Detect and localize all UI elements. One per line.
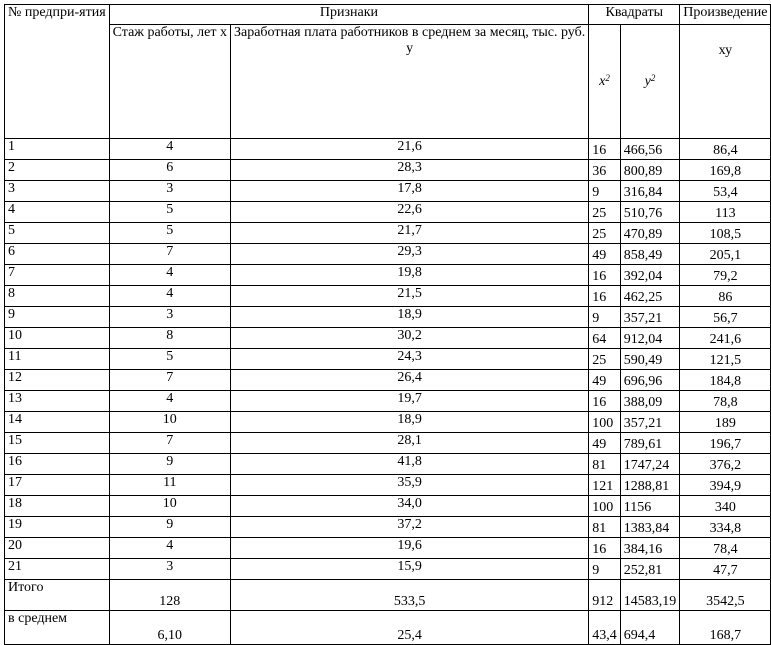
cell-x2: 49: [589, 244, 621, 265]
header-row-1: [5, 5, 771, 25]
cell-x: 9: [109, 517, 230, 538]
average-x2: 43,4: [589, 611, 621, 645]
cell-y: 26,4: [230, 370, 588, 391]
cell-xy: 169,8: [680, 160, 771, 181]
cell-x2: 49: [589, 370, 621, 391]
average-label: в среднем: [5, 611, 110, 645]
cell-x2: 16: [589, 538, 621, 559]
cell-x: 10: [109, 496, 230, 517]
cell-n: 15: [5, 433, 110, 454]
cell-x2: 25: [589, 223, 621, 244]
cell-n: 18: [5, 496, 110, 517]
cell-y2: 789,61: [620, 433, 680, 454]
data-table: [4, 4, 771, 645]
cell-y2: 590,49: [620, 349, 680, 370]
attributes-header: Признаки: [109, 5, 589, 25]
table-row: [5, 286, 771, 307]
cell-y2: 384,16: [620, 538, 680, 559]
x2-exp: 2: [605, 72, 610, 83]
cell-x: 4: [109, 391, 230, 412]
cell-x2: 25: [589, 202, 621, 223]
table-row: [5, 559, 771, 580]
cell-xy: 189: [680, 412, 771, 433]
cell-n: 13: [5, 391, 110, 412]
cell-x2: 16: [589, 391, 621, 412]
cell-xy: 79,2: [680, 265, 771, 286]
cell-n: 6: [5, 244, 110, 265]
cell-x2: 9: [589, 307, 621, 328]
cell-x2: 121: [589, 475, 621, 496]
total-xy: 3542,5: [680, 580, 771, 611]
table-row: [5, 454, 771, 475]
cell-y: 17,8: [230, 181, 588, 202]
cell-n: 12: [5, 370, 110, 391]
table-row: [5, 328, 771, 349]
total-row: [5, 580, 771, 611]
cell-x: 7: [109, 244, 230, 265]
cell-y2: 388,09: [620, 391, 680, 412]
squares-header: Квадраты: [589, 5, 680, 25]
cell-x: 4: [109, 139, 230, 160]
cell-x: 11: [109, 475, 230, 496]
table-row: [5, 412, 771, 433]
cell-xy: 184,8: [680, 370, 771, 391]
salary-header: [230, 25, 588, 139]
table-row: [5, 496, 771, 517]
cell-n: 17: [5, 475, 110, 496]
cell-y2: 858,49: [620, 244, 680, 265]
y2-base: y: [644, 73, 651, 89]
total-x2: 912: [589, 580, 621, 611]
cell-x: 4: [109, 286, 230, 307]
cell-xy: 113: [680, 202, 771, 223]
cell-xy: 196,7: [680, 433, 771, 454]
cell-y: 19,7: [230, 391, 588, 412]
cell-y: 21,6: [230, 139, 588, 160]
product-header: Произведение: [680, 5, 771, 25]
cell-xy: 205,1: [680, 244, 771, 265]
table-row: [5, 307, 771, 328]
cell-x2: 36: [589, 160, 621, 181]
cell-xy: 78,4: [680, 538, 771, 559]
cell-xy: 47,7: [680, 559, 771, 580]
cell-n: 11: [5, 349, 110, 370]
cell-n: 14: [5, 412, 110, 433]
y2-exp: 2: [650, 72, 656, 83]
cell-n: 4: [5, 202, 110, 223]
cell-y: 28,1: [230, 433, 588, 454]
cell-x: 3: [109, 307, 230, 328]
cell-n: 10: [5, 328, 110, 349]
cell-y2: 1383,84: [620, 517, 680, 538]
cell-y: 21,5: [230, 286, 588, 307]
cell-x2: 64: [589, 328, 621, 349]
cell-y2: 392,04: [620, 265, 680, 286]
table-row: [5, 160, 771, 181]
cell-y: 29,3: [230, 244, 588, 265]
cell-x: 5: [109, 202, 230, 223]
cell-y: 30,2: [230, 328, 588, 349]
cell-y: 19,8: [230, 265, 588, 286]
cell-y: 22,6: [230, 202, 588, 223]
cell-x2: 100: [589, 496, 621, 517]
cell-y: 35,9: [230, 475, 588, 496]
table-row: [5, 349, 771, 370]
x-squared-header: [589, 25, 621, 139]
cell-y: 19,6: [230, 538, 588, 559]
total-label: Итого: [5, 580, 110, 611]
xy-header: ху: [680, 25, 771, 139]
salary-header-text: Заработная плата работников в среднем за месяц, тыс. руб.: [233, 25, 586, 40]
average-row: [5, 611, 771, 645]
table-row: [5, 265, 771, 286]
cell-x2: 49: [589, 433, 621, 454]
table-row: [5, 517, 771, 538]
cell-n: 19: [5, 517, 110, 538]
table-row: [5, 181, 771, 202]
cell-xy: 86: [680, 286, 771, 307]
cell-y2: 462,25: [620, 286, 680, 307]
average-x: 6,10: [109, 611, 230, 645]
cell-n: 2: [5, 160, 110, 181]
cell-y: 37,2: [230, 517, 588, 538]
cell-y: 28,3: [230, 160, 588, 181]
average-y: 25,4: [230, 611, 588, 645]
cell-n: 1: [5, 139, 110, 160]
table-row: [5, 223, 771, 244]
cell-x: 5: [109, 349, 230, 370]
cell-y2: 466,56: [620, 139, 680, 160]
cell-xy: 56,7: [680, 307, 771, 328]
total-y2: 14583,19: [620, 580, 680, 611]
cell-n: 16: [5, 454, 110, 475]
header-row-2: [5, 25, 771, 139]
cell-x2: 16: [589, 265, 621, 286]
salary-header-var: у: [406, 41, 414, 56]
cell-x: 6: [109, 160, 230, 181]
cell-x2: 100: [589, 412, 621, 433]
cell-n: 3: [5, 181, 110, 202]
cell-y2: 470,89: [620, 223, 680, 244]
table-row: [5, 538, 771, 559]
table-row: [5, 391, 771, 412]
cell-xy: 340: [680, 496, 771, 517]
cell-y: 18,9: [230, 307, 588, 328]
cell-y2: 1747,24: [620, 454, 680, 475]
cell-x: 10: [109, 412, 230, 433]
cell-x: 4: [109, 265, 230, 286]
cell-x2: 9: [589, 181, 621, 202]
cell-xy: 394,9: [680, 475, 771, 496]
cell-y2: 696,96: [620, 370, 680, 391]
cell-xy: 376,2: [680, 454, 771, 475]
table-row: [5, 433, 771, 454]
cell-y: 24,3: [230, 349, 588, 370]
cell-x2: 81: [589, 454, 621, 475]
cell-y2: 252,81: [620, 559, 680, 580]
cell-xy: 86,4: [680, 139, 771, 160]
table-row: [5, 370, 771, 391]
average-xy: 168,7: [680, 611, 771, 645]
cell-xy: 241,6: [680, 328, 771, 349]
cell-y2: 912,04: [620, 328, 680, 349]
cell-x: 8: [109, 328, 230, 349]
cell-n: 8: [5, 286, 110, 307]
cell-xy: 108,5: [680, 223, 771, 244]
cell-x: 4: [109, 538, 230, 559]
enterprise-number-header: № предпри-ятия: [5, 5, 110, 139]
cell-y2: 1156: [620, 496, 680, 517]
cell-x2: 81: [589, 517, 621, 538]
cell-y: 41,8: [230, 454, 588, 475]
table-row: [5, 475, 771, 496]
average-y2: 694,4: [620, 611, 680, 645]
cell-y: 34,0: [230, 496, 588, 517]
cell-xy: 78,8: [680, 391, 771, 412]
cell-y2: 357,21: [620, 307, 680, 328]
cell-n: 7: [5, 265, 110, 286]
cell-x2: 16: [589, 139, 621, 160]
cell-xy: 334,8: [680, 517, 771, 538]
cell-x2: 9: [589, 559, 621, 580]
cell-n: 9: [5, 307, 110, 328]
table-body: [5, 139, 771, 580]
total-x: 128: [109, 580, 230, 611]
cell-x: 3: [109, 181, 230, 202]
table-row: [5, 202, 771, 223]
cell-x2: 16: [589, 286, 621, 307]
y-squared-header: [620, 25, 680, 139]
cell-n: 20: [5, 538, 110, 559]
cell-y2: 316,84: [620, 181, 680, 202]
cell-xy: 53,4: [680, 181, 771, 202]
cell-x: 5: [109, 223, 230, 244]
table-row: [5, 139, 771, 160]
cell-y2: 357,21: [620, 412, 680, 433]
cell-x: 3: [109, 559, 230, 580]
cell-x2: 25: [589, 349, 621, 370]
cell-x: 7: [109, 370, 230, 391]
experience-header: Стаж работы, лет x: [109, 25, 230, 139]
cell-y2: 800,89: [620, 160, 680, 181]
table-row: [5, 244, 771, 265]
cell-xy: 121,5: [680, 349, 771, 370]
cell-y: 18,9: [230, 412, 588, 433]
cell-y2: 510,76: [620, 202, 680, 223]
cell-y: 15,9: [230, 559, 588, 580]
cell-x: 7: [109, 433, 230, 454]
cell-y: 21,7: [230, 223, 588, 244]
x2-base: x: [599, 73, 606, 89]
total-y: 533,5: [230, 580, 588, 611]
cell-y2: 1288,81: [620, 475, 680, 496]
cell-n: 21: [5, 559, 110, 580]
cell-x: 9: [109, 454, 230, 475]
cell-n: 5: [5, 223, 110, 244]
